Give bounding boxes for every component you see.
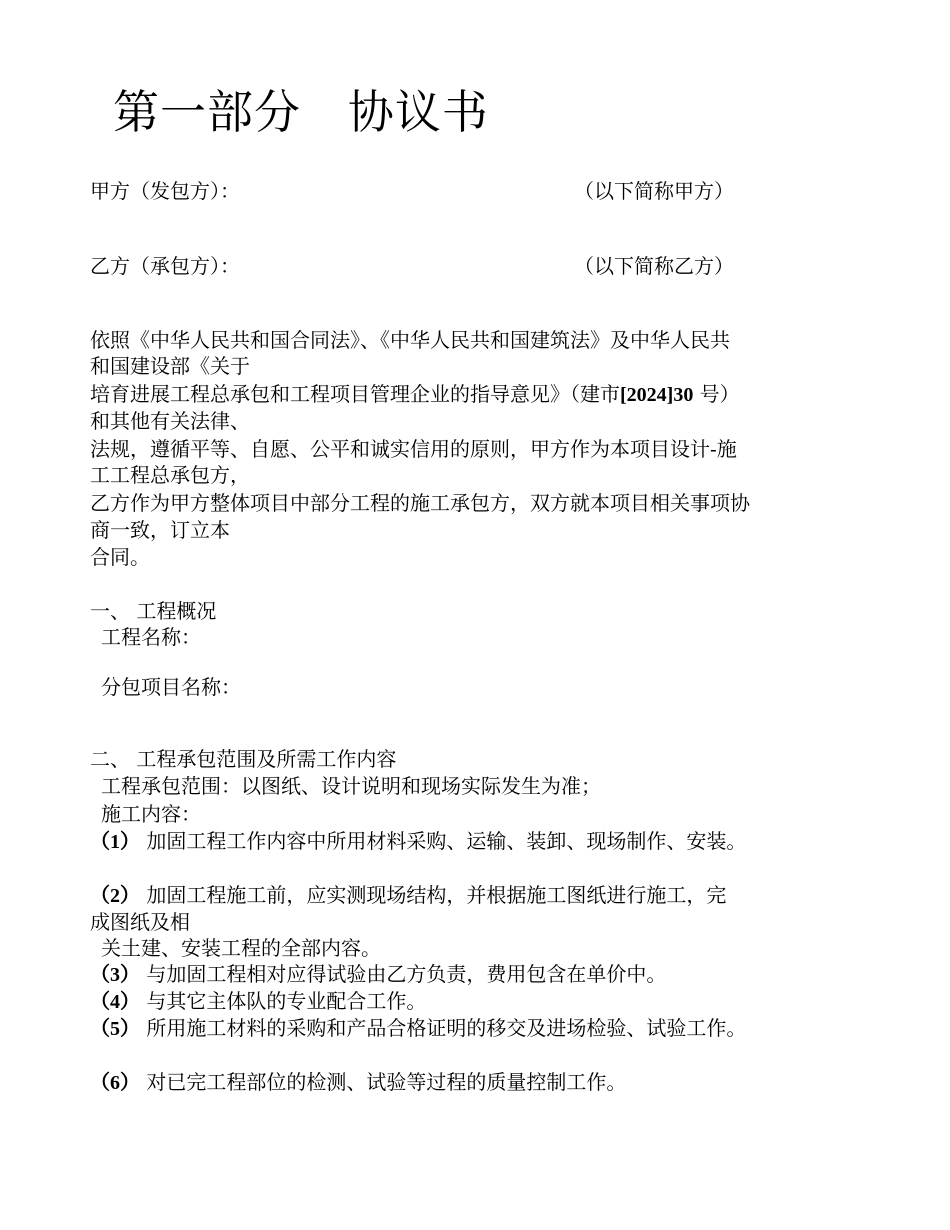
party-b-label: 乙方（承包方）： [90, 254, 240, 278]
section-1-heading: 一、 工程概况 [90, 599, 217, 623]
item-text: 对已完工程部位的检测、试验等过程的质量控制工作。 [140, 1070, 627, 1094]
preamble-line-6: 工工程总承包方， [90, 463, 250, 487]
content-label: 施工内容： [101, 802, 201, 826]
item-text: 加固工程工作内容中所用材料采购、运输、装卸、现场制作、安装。 [140, 829, 747, 853]
list-item [90, 1015, 746, 1042]
item-number: （3） [90, 964, 140, 986]
section-2-heading: 二、 工程承包范围及所需工作内容 [90, 747, 397, 771]
scope-text: 工程承包范围：以图纸、设计说明和现场实际发生为准； [101, 774, 601, 798]
party-b-note: （以下简称乙方） [574, 254, 734, 278]
party-a-note: （以下简称甲方） [574, 179, 734, 203]
item-number: （2） [90, 885, 140, 907]
item-text: 加固工程施工前，应实测现场结构，并根据施工图纸进行施工，完 [140, 883, 727, 907]
preamble-line-4: 和其他有关法律、 [90, 409, 250, 433]
document-title: 第一部分 协议书 [113, 85, 489, 139]
preamble-line-2: 和国建设部《关于 [90, 354, 250, 378]
party-a-label: 甲方（发包方）： [90, 179, 240, 203]
preamble-line-3-text: 培育进展工程总承包和工程项目管理企业的指导意见》（建市 [90, 382, 620, 406]
preamble-line-8: 商一致，订立本 [90, 518, 230, 542]
list-item-continuation: 关土建、安装工程的全部内容。 [101, 936, 381, 960]
project-name-label: 工程名称： [101, 625, 201, 649]
item-number: （1） [90, 831, 140, 853]
preamble-line-1: 依照《中华人民共和国合同法》、《中华人民共和国建筑法》及中华人民共 [90, 328, 730, 352]
list-item [90, 988, 426, 1015]
preamble-line-7: 乙方作为甲方整体项目中部分工程的施工承包方，双方就本项目相关事项协 [90, 491, 750, 515]
list-item [90, 882, 726, 909]
list-item [90, 1069, 626, 1096]
preamble-line-5: 法规，遵循平等、自愿、公平和诚实信用的原则，甲方作为本项目设计-施 [90, 437, 737, 461]
subproject-name-label: 分包项目名称： [101, 675, 241, 699]
item-number: （6） [90, 1072, 140, 1094]
item-text: 与加固工程相对应得试验由乙方负责，费用包含在单价中。 [140, 962, 667, 986]
item-text: 所用施工材料的采购和产品合格证明的移交及进场检验、试验工作。 [140, 1016, 747, 1040]
preamble-line-3 [90, 381, 740, 408]
document-number: [2024]30 [620, 384, 694, 406]
preamble-line-9: 合同。 [90, 545, 150, 569]
item-text: 与其它主体队的专业配合工作。 [140, 989, 427, 1013]
list-item [90, 961, 666, 988]
list-item [90, 828, 746, 855]
item-number: （5） [90, 1018, 140, 1040]
preamble-line-3-suffix: 号） [693, 382, 740, 406]
item-number: （4） [90, 991, 140, 1013]
list-item-continuation: 成图纸及相 [90, 910, 190, 934]
